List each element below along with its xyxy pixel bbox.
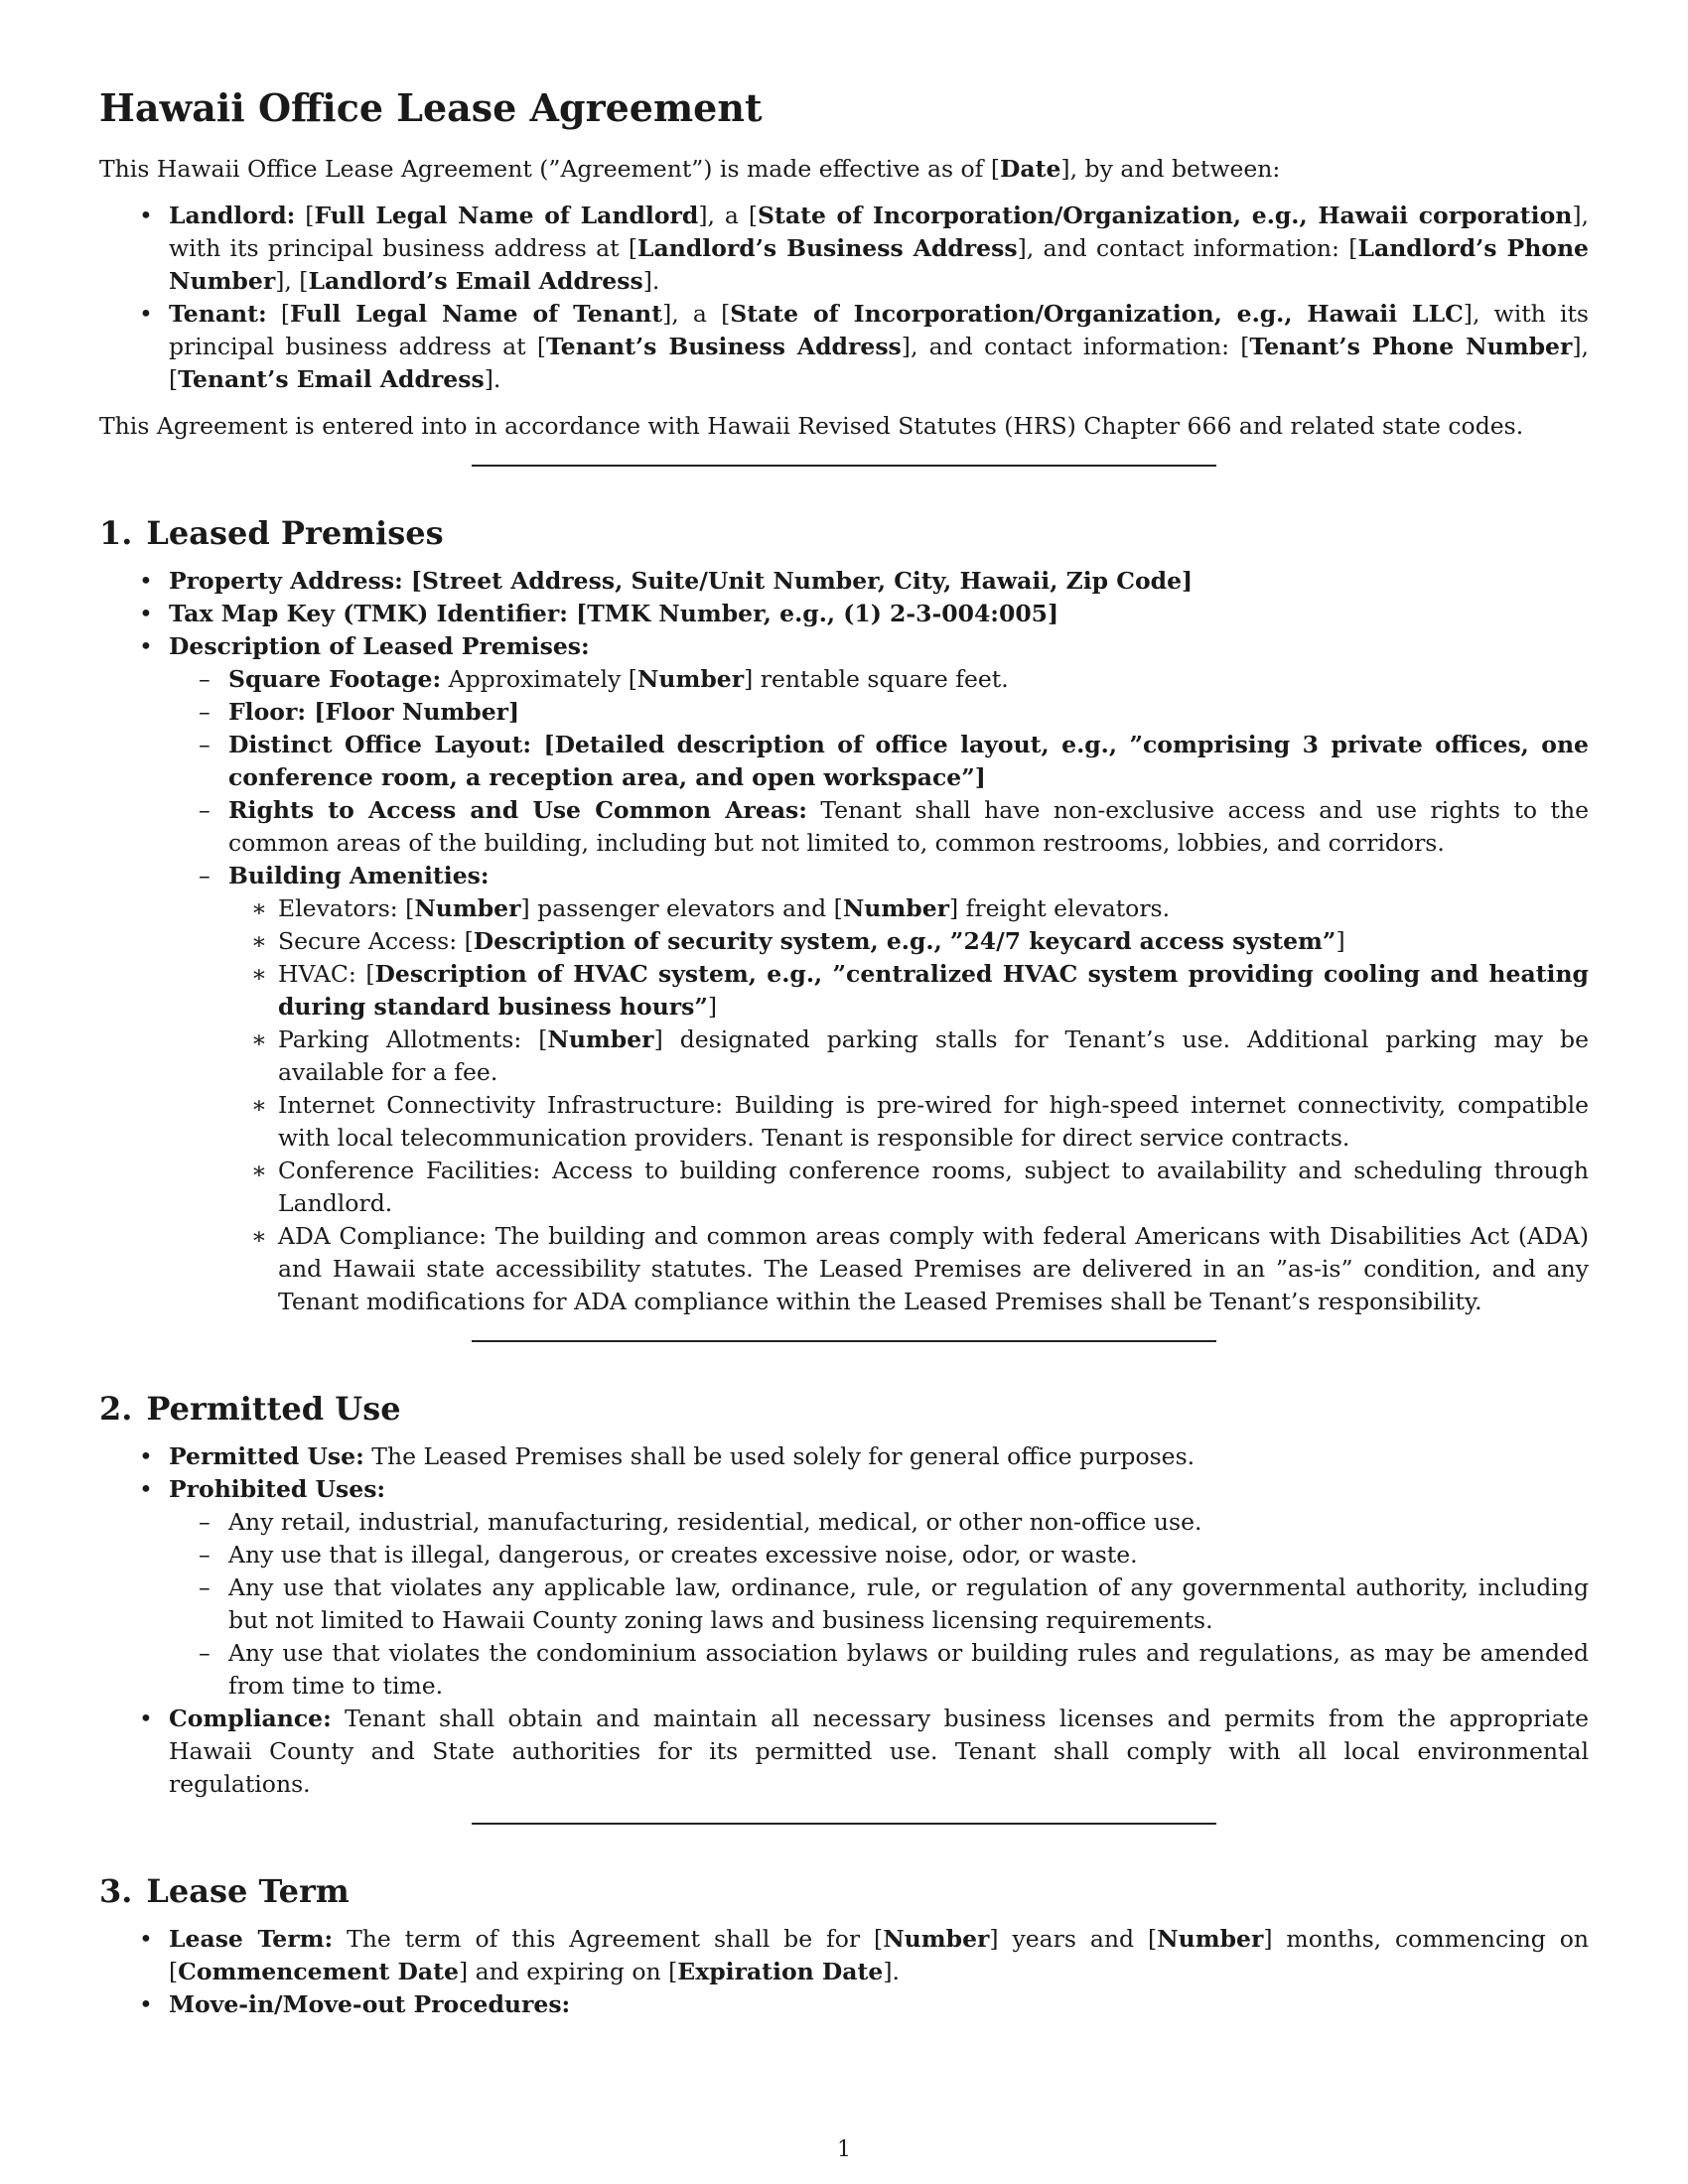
section-divider (472, 1340, 1216, 1342)
text: [ (295, 201, 315, 229)
value: Description of security system, e.g., ”24/7 keycard access system” (473, 926, 1336, 955)
text: ], [ (169, 332, 1590, 393)
value: [Street Address, Suite/Unit Number, City, Hawaii, Zip Code] (402, 566, 1194, 595)
text: ], and contact information: [ (1017, 233, 1358, 262)
list-item (278, 958, 1589, 1024)
value: Number (547, 1024, 654, 1053)
list-item (99, 630, 1589, 1318)
landlord-item (99, 200, 1589, 298)
landlord-label: Landlord: (169, 201, 296, 229)
section-title: Lease Term (146, 1872, 350, 1911)
landlord-state: State of Incorporation/Organization, e.g., Hawaii corporation (758, 201, 1573, 229)
section-2-list (99, 1440, 1589, 1801)
list-item: ∗ ADA Compliance: The building and common areas comply with federal Americans with Disabilities Act (ADA) and Hawaii state accessibility statutes. The Leased Premises are delivered in an ”as-is” condition, and any Tenant modifications for ADA compliance within the Leased Premises shall be Tenant’s responsibility. (278, 1220, 1589, 1318)
section-3-heading (99, 1874, 1589, 1909)
intro-paragraph (99, 153, 1589, 186)
text: Parking Allotments: [ (278, 1024, 548, 1053)
text: ], with its principal business address at [ (169, 299, 1589, 360)
text: ], and contact information: [ (901, 332, 1250, 360)
tenant-address: Tenant’s Business Address (546, 332, 902, 360)
text: ]. (642, 266, 660, 295)
text: Tenant shall have non-exclusive access and use rights to the common areas of the building, including but not limited to, common restrooms, lobbies, and corridors. (228, 795, 1589, 857)
list-item (228, 794, 1589, 860)
list-item (228, 696, 1589, 729)
value: [Floor Number] (306, 697, 520, 726)
sublist-wrap (169, 663, 1589, 1318)
section-divider (472, 1823, 1216, 1825)
landlord-phone: Landlord’s Phone Number (169, 233, 1589, 295)
section-number: 2. (99, 1389, 133, 1428)
tenant-name: Full Legal Name of Tenant (290, 299, 663, 328)
page-number: 1 (837, 2137, 851, 2162)
description-sublist (228, 663, 1589, 1318)
label: Rights to Access and Use Common Areas: (228, 795, 807, 824)
landlord-email: Landlord’s Email Address (308, 266, 643, 295)
prohibited-sublist (228, 1506, 1589, 1703)
text: ], with its principal business address at [ (169, 201, 1589, 262)
text: ], a [ (698, 201, 759, 229)
list-item (278, 925, 1589, 958)
value: Number (414, 893, 521, 922)
section-1-list (99, 565, 1589, 1318)
value: Number (842, 893, 950, 922)
list-item (278, 1024, 1589, 1089)
text: ], [ (275, 266, 309, 295)
value: Number (883, 1925, 990, 1954)
list-item: – Any use that is illegal, dangerous, or creates excessive noise, odor, or waste. (228, 1539, 1589, 1571)
list-item (99, 1988, 1589, 2021)
value: Number (1157, 1925, 1264, 1954)
sublist-wrap (169, 1506, 1589, 1703)
text: ] years and [ (989, 1925, 1158, 1954)
text: The Leased Premises shall be used solely for general office purposes. (363, 1442, 1196, 1471)
text: ] rentable square feet. (744, 664, 1009, 693)
text: Elevators: [ (278, 893, 415, 922)
label: Prohibited Uses: (169, 1475, 386, 1504)
label: Compliance: (169, 1705, 332, 1733)
list-item: – Any use that violates any applicable law, ordinance, rule, or regulation of any governmental authority, including but not limited to Hawaii County zoning laws and business licensing requirements. (228, 1571, 1589, 1637)
list-item: ∗ Internet Connectivity Infrastructure: Building is pre-wired for high-speed internet connectivity, compatible with local telecommunication providers. Tenant is responsible for direct service contracts. (278, 1089, 1589, 1155)
text: ] (707, 992, 718, 1021)
label: Building Amenities: (228, 861, 490, 889)
label: Floor: (228, 697, 307, 726)
list-item (228, 729, 1589, 794)
value: Commencement Date (178, 1958, 459, 1986)
landlord-name: Full Legal Name of Landlord (314, 201, 699, 229)
list-item (228, 860, 1589, 1318)
text: ], a [ (662, 299, 731, 328)
text: ] freight elevators. (949, 893, 1171, 922)
text: ] (1336, 926, 1345, 955)
list-item (278, 892, 1589, 925)
amenities-sublist (228, 892, 1589, 1318)
list-item (99, 1440, 1589, 1473)
list-item (99, 598, 1589, 630)
parties-list (99, 200, 1589, 396)
text: Approximately [ (441, 664, 637, 693)
list-item (228, 663, 1589, 696)
text: ] passenger elevators and [ (520, 893, 843, 922)
list-item (99, 1923, 1589, 1988)
label: Square Footage: (228, 664, 442, 693)
value: Number (636, 664, 745, 693)
text: ] months, commencing on [ (169, 1925, 1589, 1986)
value: Description of HVAC system, e.g., ”centralized HVAC system providing cooling and heating during standard business hours” (278, 959, 1589, 1021)
list-item (99, 565, 1589, 598)
section-2-heading (99, 1389, 1589, 1428)
label: Description of Leased Premises: (169, 631, 590, 660)
value: Expiration Date (677, 1958, 884, 1986)
text: ] and expiring on [ (458, 1958, 678, 1986)
document-title: Hawaii Office Lease Agreement (99, 85, 763, 130)
value: [TMK Number, e.g., (1) 2-3-004:005] (567, 599, 1059, 627)
tenant-label: Tenant: (169, 299, 267, 328)
intro-date: Date (1000, 154, 1061, 183)
text: ]. (484, 364, 501, 393)
list-item: – Any retail, industrial, manufacturing, residential, medical, or other non-office use. (228, 1506, 1589, 1539)
section-divider (472, 465, 1216, 467)
text: ]. (883, 1958, 900, 1986)
intro-text-end: ], by and between: (1060, 154, 1281, 183)
value: [Detailed description of office layout, e.g., ”comprising 3 private offices, one conference room, a reception area, and open workspace”] (228, 730, 1589, 791)
section-title: Leased Premises (146, 513, 444, 552)
list-item (99, 1703, 1589, 1801)
section-number: 1. (99, 513, 133, 552)
list-item: – Any use that violates the condominium association bylaws or building rules and regulations, as may be amended from time to time. (228, 1637, 1589, 1703)
text: ] designated parking stalls for Tenant’s use. Additional parking may be available for a fee. (278, 1024, 1589, 1086)
list-item: ∗ Conference Facilities: Access to building conference rooms, subject to availability and scheduling through Landlord. (278, 1155, 1589, 1220)
section-1-heading (99, 513, 1589, 552)
document-page (99, 87, 1589, 2021)
text: Secure Access: [ (278, 926, 474, 955)
accordance-paragraph: This Agreement is entered into in accordance with Hawaii Revised Statutes (HRS) Chapter 666 and related state codes. (99, 411, 1524, 440)
intro-text: This Hawaii Office Lease Agreement (”Agreement”) is made effective as of [ (99, 154, 1000, 183)
landlord-address: Landlord’s Business Address (637, 233, 1018, 262)
section-title: Permitted Use (146, 1389, 401, 1428)
text: The term of this Agreement shall be for [ (333, 1925, 884, 1954)
label: Tax Map Key (TMK) Identifier: (169, 599, 568, 627)
tenant-state: State of Incorporation/Organization, e.g., Hawaii LLC (730, 299, 1464, 328)
section-number: 3. (99, 1872, 133, 1911)
tenant-email: Tenant’s Email Address (178, 364, 485, 393)
list-item (99, 1473, 1589, 1703)
label: Distinct Office Layout: (228, 730, 532, 758)
text: [ (266, 299, 291, 328)
text: Tenant shall obtain and maintain all necessary business licenses and permits from the appropriate Hawaii County and State authorities for its permitted use. Tenant shall comply with all local environmental regulations. (169, 1705, 1589, 1799)
section-3-list (99, 1923, 1589, 2021)
label: Property Address: (169, 566, 403, 595)
label: Lease Term: (169, 1925, 334, 1954)
text: HVAC: [ (278, 959, 375, 988)
label: Permitted Use: (169, 1442, 364, 1471)
tenant-phone: Tenant’s Phone Number (1249, 332, 1573, 360)
tenant-item (99, 298, 1589, 396)
label: Move-in/Move-out Procedures: (169, 1990, 571, 2019)
